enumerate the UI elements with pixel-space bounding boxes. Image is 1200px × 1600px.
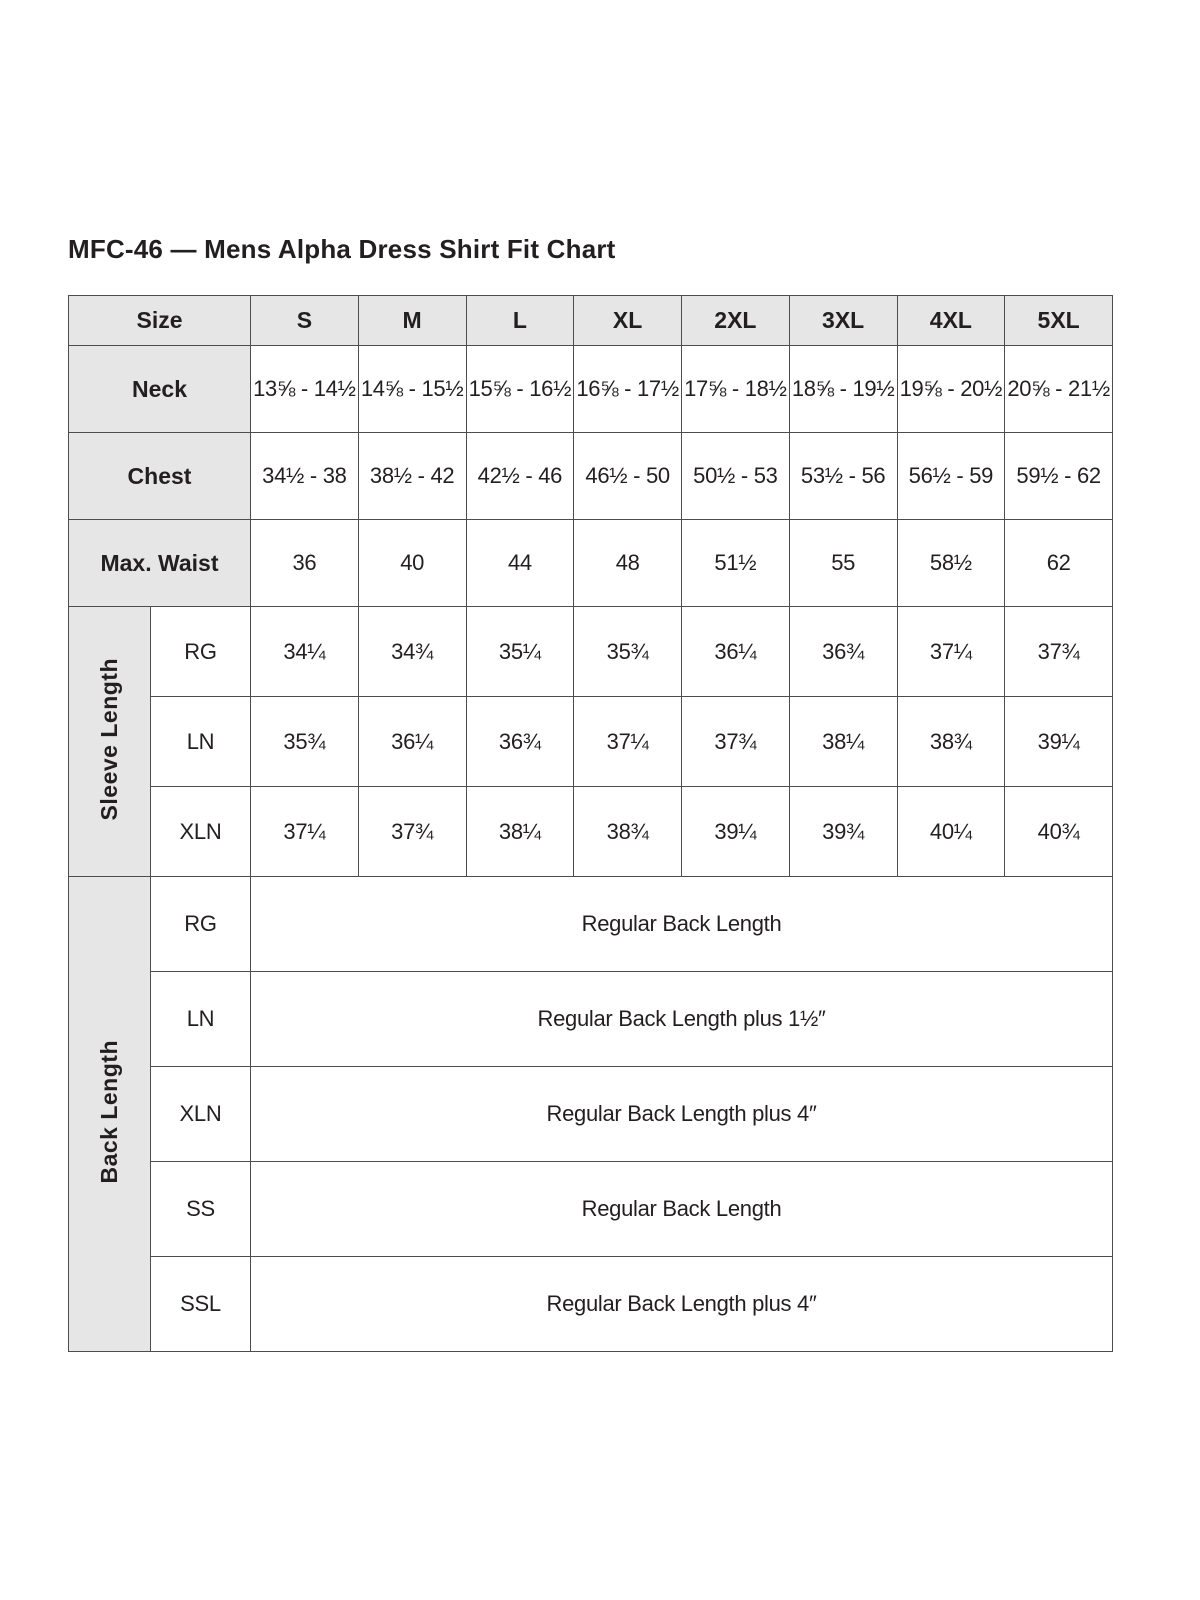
neck-value-cell: 18⅝ - 19½ <box>789 346 897 433</box>
back-length-section-label <box>69 877 151 1352</box>
fit-chart-table <box>68 295 1113 1352</box>
max-waist-value-cell: 62 <box>1005 520 1113 607</box>
chest-value-cell: 34½ - 38 <box>251 433 359 520</box>
back-ss-value-cell: Regular Back Length <box>251 1162 1113 1257</box>
sleeve-ln-label: LN <box>151 697 251 787</box>
sleeve-xln-value-cell: 40¼ <box>897 787 1005 877</box>
sleeve-ln-value-cell: 35¾ <box>251 697 359 787</box>
neck-value-cell: 19⅝ - 20½ <box>897 346 1005 433</box>
size-col-4xl: 4XL <box>897 296 1005 346</box>
back-xln-row <box>69 1067 1113 1162</box>
size-header-cell: Size <box>69 296 251 346</box>
chest-value-cell: 50½ - 53 <box>682 433 790 520</box>
neck-value-cell: 15⅝ - 16½ <box>466 346 574 433</box>
sleeve-ln-value-cell: 38¼ <box>789 697 897 787</box>
size-header-row <box>69 296 1113 346</box>
neck-value-cell: 13⅝ - 14½ <box>251 346 359 433</box>
sleeve-xln-value-cell: 40¾ <box>1005 787 1113 877</box>
back-ln-label: LN <box>151 972 251 1067</box>
sleeve-length-vertical-label: Sleeve Length <box>96 657 122 821</box>
back-xln-label: XLN <box>151 1067 251 1162</box>
sleeve-rg-value-cell: 36¼ <box>682 607 790 697</box>
back-ssl-row <box>69 1257 1113 1352</box>
chest-value-cell: 56½ - 59 <box>897 433 1005 520</box>
chest-value-cell: 59½ - 62 <box>1005 433 1113 520</box>
sleeve-ln-value-cell: 38¾ <box>897 697 1005 787</box>
sleeve-ln-value-cell: 36¾ <box>466 697 574 787</box>
max-waist-value-cell: 44 <box>466 520 574 607</box>
back-ln-value-cell: Regular Back Length plus 1½″ <box>251 972 1113 1067</box>
sleeve-xln-value-cell: 39¼ <box>682 787 790 877</box>
sleeve-xln-value-cell: 37¼ <box>251 787 359 877</box>
neck-value-cell: 17⅝ - 18½ <box>682 346 790 433</box>
size-col-5xl: 5XL <box>1005 296 1113 346</box>
chest-value-cell: 38½ - 42 <box>358 433 466 520</box>
sleeve-xln-value-cell: 38¼ <box>466 787 574 877</box>
sleeve-xln-row <box>69 787 1113 877</box>
chest-value-cell: 53½ - 56 <box>789 433 897 520</box>
page-title: MFC-46 — Mens Alpha Dress Shirt Fit Chart <box>68 234 616 264</box>
back-ss-label: SS <box>151 1162 251 1257</box>
max-waist-value-cell: 40 <box>358 520 466 607</box>
back-rg-row <box>69 877 1113 972</box>
sleeve-rg-value-cell: 34¼ <box>251 607 359 697</box>
max-waist-value-cell: 36 <box>251 520 359 607</box>
back-ssl-label: SSL <box>151 1257 251 1352</box>
neck-row-label: Neck <box>69 346 251 433</box>
back-ss-row <box>69 1162 1113 1257</box>
max-waist-value-cell: 58½ <box>897 520 1005 607</box>
max-waist-value-cell: 55 <box>789 520 897 607</box>
max-waist-value-cell: 51½ <box>682 520 790 607</box>
sleeve-xln-value-cell: 37¾ <box>358 787 466 877</box>
back-ssl-value-cell: Regular Back Length plus 4″ <box>251 1257 1113 1352</box>
sleeve-ln-row <box>69 697 1113 787</box>
chest-value-cell: 46½ - 50 <box>574 433 682 520</box>
sleeve-rg-label: RG <box>151 607 251 697</box>
size-col-2xl: 2XL <box>682 296 790 346</box>
sleeve-ln-value-cell: 37¾ <box>682 697 790 787</box>
sleeve-ln-value-cell: 37¼ <box>574 697 682 787</box>
neck-value-cell: 14⅝ - 15½ <box>358 346 466 433</box>
size-col-3xl: 3XL <box>789 296 897 346</box>
size-col-m: M <box>358 296 466 346</box>
sleeve-rg-value-cell: 36¾ <box>789 607 897 697</box>
back-rg-value-cell: Regular Back Length <box>251 877 1113 972</box>
sleeve-rg-value-cell: 34¾ <box>358 607 466 697</box>
neck-value-cell: 16⅝ - 17½ <box>574 346 682 433</box>
neck-row <box>69 346 1113 433</box>
chest-row-label: Chest <box>69 433 251 520</box>
neck-value-cell: 20⅝ - 21½ <box>1005 346 1113 433</box>
sleeve-xln-value-cell: 39¾ <box>789 787 897 877</box>
sleeve-rg-value-cell: 37¾ <box>1005 607 1113 697</box>
back-rg-label: RG <box>151 877 251 972</box>
back-length-vertical-label: Back Length <box>96 1039 122 1184</box>
size-col-s: S <box>251 296 359 346</box>
size-col-l: L <box>466 296 574 346</box>
sleeve-ln-value-cell: 39¼ <box>1005 697 1113 787</box>
sleeve-xln-label: XLN <box>151 787 251 877</box>
max-waist-value-cell: 48 <box>574 520 682 607</box>
sleeve-length-section-label <box>69 607 151 877</box>
sleeve-rg-row <box>69 607 1113 697</box>
sleeve-xln-value-cell: 38¾ <box>574 787 682 877</box>
sleeve-ln-value-cell: 36¼ <box>358 697 466 787</box>
size-col-xl: XL <box>574 296 682 346</box>
back-ln-row <box>69 972 1113 1067</box>
back-xln-value-cell: Regular Back Length plus 4″ <box>251 1067 1113 1162</box>
chest-row <box>69 433 1113 520</box>
max-waist-row-label: Max. Waist <box>69 520 251 607</box>
sleeve-rg-value-cell: 35¾ <box>574 607 682 697</box>
chest-value-cell: 42½ - 46 <box>466 433 574 520</box>
max-waist-row <box>69 520 1113 607</box>
sleeve-rg-value-cell: 37¼ <box>897 607 1005 697</box>
sleeve-rg-value-cell: 35¼ <box>466 607 574 697</box>
